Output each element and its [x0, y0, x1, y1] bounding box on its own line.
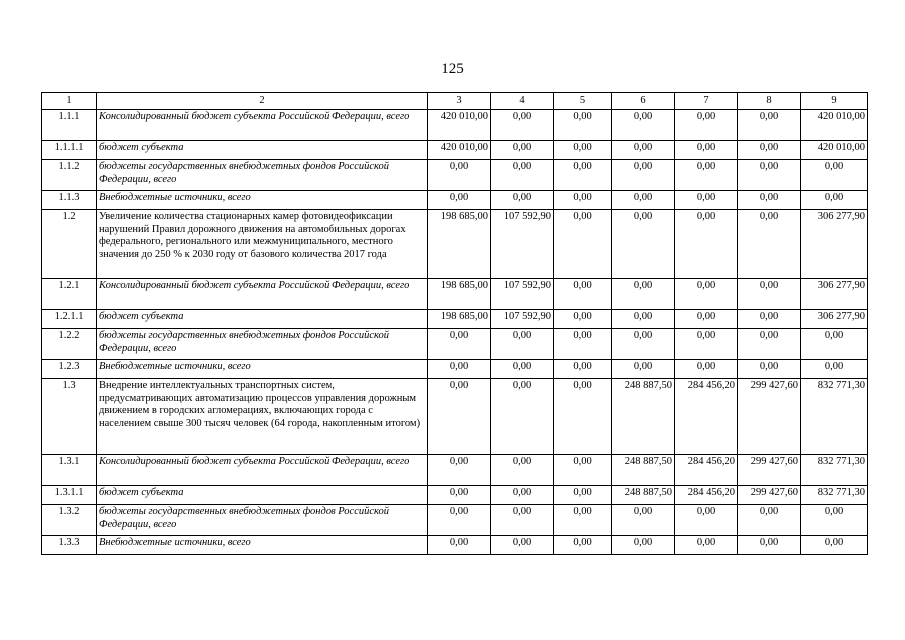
table-row — [42, 486, 868, 505]
column-header: 3 — [428, 93, 491, 110]
value-cell: 299 427,60 — [738, 486, 801, 505]
table-header-row — [42, 93, 868, 110]
column-header: 8 — [738, 93, 801, 110]
row-number-cell: 1.1.1 — [42, 110, 97, 141]
value-cell: 0,00 — [738, 110, 801, 141]
value-cell: 0,00 — [491, 379, 554, 455]
table-row — [42, 379, 868, 455]
value-cell: 0,00 — [675, 310, 738, 329]
table-body — [42, 110, 868, 555]
column-header: 4 — [491, 93, 554, 110]
table-row — [42, 110, 868, 141]
value-cell: 0,00 — [554, 210, 612, 279]
column-header: 7 — [675, 93, 738, 110]
value-cell: 0,00 — [738, 191, 801, 210]
value-cell: 306 277,90 — [801, 279, 868, 310]
value-cell: 198 685,00 — [428, 210, 491, 279]
value-cell: 248 887,50 — [612, 486, 675, 505]
value-cell: 107 592,90 — [491, 279, 554, 310]
value-cell: 0,00 — [675, 160, 738, 191]
value-cell: 0,00 — [612, 210, 675, 279]
value-cell: 0,00 — [801, 360, 868, 379]
table-row — [42, 329, 868, 360]
value-cell: 0,00 — [491, 360, 554, 379]
row-name-cell: Внебюджетные источники, всего — [97, 360, 428, 379]
value-cell: 420 010,00 — [801, 141, 868, 160]
value-cell: 420 010,00 — [801, 110, 868, 141]
row-number-cell: 1.1.3 — [42, 191, 97, 210]
row-number-cell: 1.2.3 — [42, 360, 97, 379]
value-cell: 0,00 — [428, 329, 491, 360]
value-cell: 299 427,60 — [738, 455, 801, 486]
value-cell: 0,00 — [612, 310, 675, 329]
table-row — [42, 455, 868, 486]
value-cell: 420 010,00 — [428, 141, 491, 160]
row-number-cell: 1.3 — [42, 379, 97, 455]
value-cell: 832 771,30 — [801, 486, 868, 505]
row-number-cell: 1.2.1.1 — [42, 310, 97, 329]
value-cell: 198 685,00 — [428, 279, 491, 310]
value-cell: 0,00 — [428, 455, 491, 486]
value-cell: 0,00 — [612, 329, 675, 360]
value-cell: 0,00 — [554, 279, 612, 310]
row-name-cell: Консолидированный бюджет субъекта Российской Федерации, всего — [97, 110, 428, 141]
value-cell: 248 887,50 — [612, 455, 675, 486]
value-cell: 0,00 — [738, 279, 801, 310]
value-cell: 299 427,60 — [738, 379, 801, 455]
value-cell: 0,00 — [675, 505, 738, 536]
value-cell: 832 771,30 — [801, 455, 868, 486]
row-number-cell: 1.2 — [42, 210, 97, 279]
budget-table — [41, 92, 868, 555]
value-cell: 0,00 — [554, 160, 612, 191]
value-cell: 0,00 — [612, 141, 675, 160]
value-cell: 0,00 — [554, 505, 612, 536]
value-cell: 0,00 — [491, 486, 554, 505]
value-cell: 0,00 — [738, 505, 801, 536]
value-cell: 0,00 — [801, 329, 868, 360]
value-cell: 0,00 — [801, 536, 868, 555]
value-cell: 306 277,90 — [801, 310, 868, 329]
row-name-cell: Увеличение количества стационарных камер фотовидеофиксации нарушений Правил дорожного движения на автомобильных дорогах федерального, регионального или межмуниципального, местного значения до 250 % к 2030 году от базового количества 2017 года — [97, 210, 428, 279]
value-cell: 0,00 — [491, 141, 554, 160]
value-cell: 0,00 — [801, 160, 868, 191]
value-cell: 0,00 — [675, 191, 738, 210]
column-header: 5 — [554, 93, 612, 110]
value-cell: 0,00 — [801, 505, 868, 536]
row-name-cell: Внебюджетные источники, всего — [97, 191, 428, 210]
value-cell: 420 010,00 — [428, 110, 491, 141]
column-header: 2 — [97, 93, 428, 110]
value-cell: 284 456,20 — [675, 455, 738, 486]
row-number-cell: 1.2.1 — [42, 279, 97, 310]
value-cell: 0,00 — [491, 110, 554, 141]
value-cell: 0,00 — [554, 379, 612, 455]
value-cell: 284 456,20 — [675, 486, 738, 505]
row-name-cell: бюджет субъекта — [97, 486, 428, 505]
table-row — [42, 360, 868, 379]
value-cell: 0,00 — [801, 191, 868, 210]
value-cell: 0,00 — [554, 110, 612, 141]
value-cell: 0,00 — [428, 191, 491, 210]
value-cell: 832 771,30 — [801, 379, 868, 455]
value-cell: 0,00 — [738, 536, 801, 555]
row-name-cell: бюджеты государственных внебюджетных фондов Российской Федерации, всего — [97, 160, 428, 191]
value-cell: 0,00 — [428, 360, 491, 379]
row-name-cell: бюджеты государственных внебюджетных фондов Российской Федерации, всего — [97, 505, 428, 536]
table-row — [42, 310, 868, 329]
value-cell: 198 685,00 — [428, 310, 491, 329]
value-cell: 0,00 — [554, 310, 612, 329]
row-number-cell: 1.1.1.1 — [42, 141, 97, 160]
value-cell: 0,00 — [675, 536, 738, 555]
value-cell: 107 592,90 — [491, 210, 554, 279]
value-cell: 0,00 — [428, 505, 491, 536]
row-name-cell: Консолидированный бюджет субъекта Российской Федерации, всего — [97, 455, 428, 486]
row-number-cell: 1.1.2 — [42, 160, 97, 191]
value-cell: 0,00 — [738, 310, 801, 329]
value-cell: 0,00 — [554, 486, 612, 505]
value-cell: 0,00 — [612, 110, 675, 141]
value-cell: 0,00 — [675, 210, 738, 279]
column-header: 6 — [612, 93, 675, 110]
value-cell: 0,00 — [554, 455, 612, 486]
value-cell: 0,00 — [491, 191, 554, 210]
value-cell: 0,00 — [675, 360, 738, 379]
row-number-cell: 1.3.3 — [42, 536, 97, 555]
table-row — [42, 536, 868, 555]
column-header: 9 — [801, 93, 868, 110]
table-row — [42, 160, 868, 191]
value-cell: 0,00 — [428, 379, 491, 455]
table-row — [42, 210, 868, 279]
table-row — [42, 141, 868, 160]
value-cell: 284 456,20 — [675, 379, 738, 455]
value-cell: 0,00 — [738, 329, 801, 360]
value-cell: 248 887,50 — [612, 379, 675, 455]
row-name-cell: бюджет субъекта — [97, 141, 428, 160]
row-number-cell: 1.3.1 — [42, 455, 97, 486]
value-cell: 0,00 — [738, 160, 801, 191]
value-cell: 0,00 — [428, 160, 491, 191]
table-row — [42, 191, 868, 210]
value-cell: 0,00 — [428, 536, 491, 555]
row-name-cell: Консолидированный бюджет субъекта Российской Федерации, всего — [97, 279, 428, 310]
value-cell: 0,00 — [612, 191, 675, 210]
row-name-cell: Внебюджетные источники, всего — [97, 536, 428, 555]
value-cell: 0,00 — [738, 210, 801, 279]
value-cell: 0,00 — [428, 486, 491, 505]
value-cell: 0,00 — [554, 191, 612, 210]
value-cell: 306 277,90 — [801, 210, 868, 279]
table-row — [42, 505, 868, 536]
value-cell: 0,00 — [738, 360, 801, 379]
value-cell: 0,00 — [554, 141, 612, 160]
value-cell: 0,00 — [491, 160, 554, 191]
value-cell: 0,00 — [554, 536, 612, 555]
page-number: 125 — [441, 61, 464, 77]
row-name-cell: бюджеты государственных внебюджетных фондов Российской Федерации, всего — [97, 329, 428, 360]
row-name-cell: бюджет субъекта — [97, 310, 428, 329]
value-cell: 0,00 — [675, 279, 738, 310]
value-cell: 0,00 — [612, 360, 675, 379]
table-row — [42, 279, 868, 310]
row-number-cell: 1.3.1.1 — [42, 486, 97, 505]
value-cell: 0,00 — [491, 536, 554, 555]
value-cell: 0,00 — [491, 329, 554, 360]
row-number-cell: 1.2.2 — [42, 329, 97, 360]
value-cell: 0,00 — [675, 110, 738, 141]
value-cell: 0,00 — [612, 160, 675, 191]
value-cell: 0,00 — [491, 455, 554, 486]
value-cell: 0,00 — [612, 505, 675, 536]
value-cell: 107 592,90 — [491, 310, 554, 329]
row-number-cell: 1.3.2 — [42, 505, 97, 536]
row-name-cell: Внедрение интеллектуальных транспортных систем, предусматривающих автоматизацию процессов управления дорожным движением в городских агломерациях, включающих города с населением свыше 300 тысяч человек (64 города, накопленным итогом) — [97, 379, 428, 455]
value-cell: 0,00 — [491, 505, 554, 536]
value-cell: 0,00 — [554, 360, 612, 379]
value-cell: 0,00 — [612, 279, 675, 310]
value-cell: 0,00 — [612, 536, 675, 555]
value-cell: 0,00 — [554, 329, 612, 360]
value-cell: 0,00 — [738, 141, 801, 160]
value-cell: 0,00 — [675, 329, 738, 360]
value-cell: 0,00 — [675, 141, 738, 160]
column-header: 1 — [42, 93, 97, 110]
